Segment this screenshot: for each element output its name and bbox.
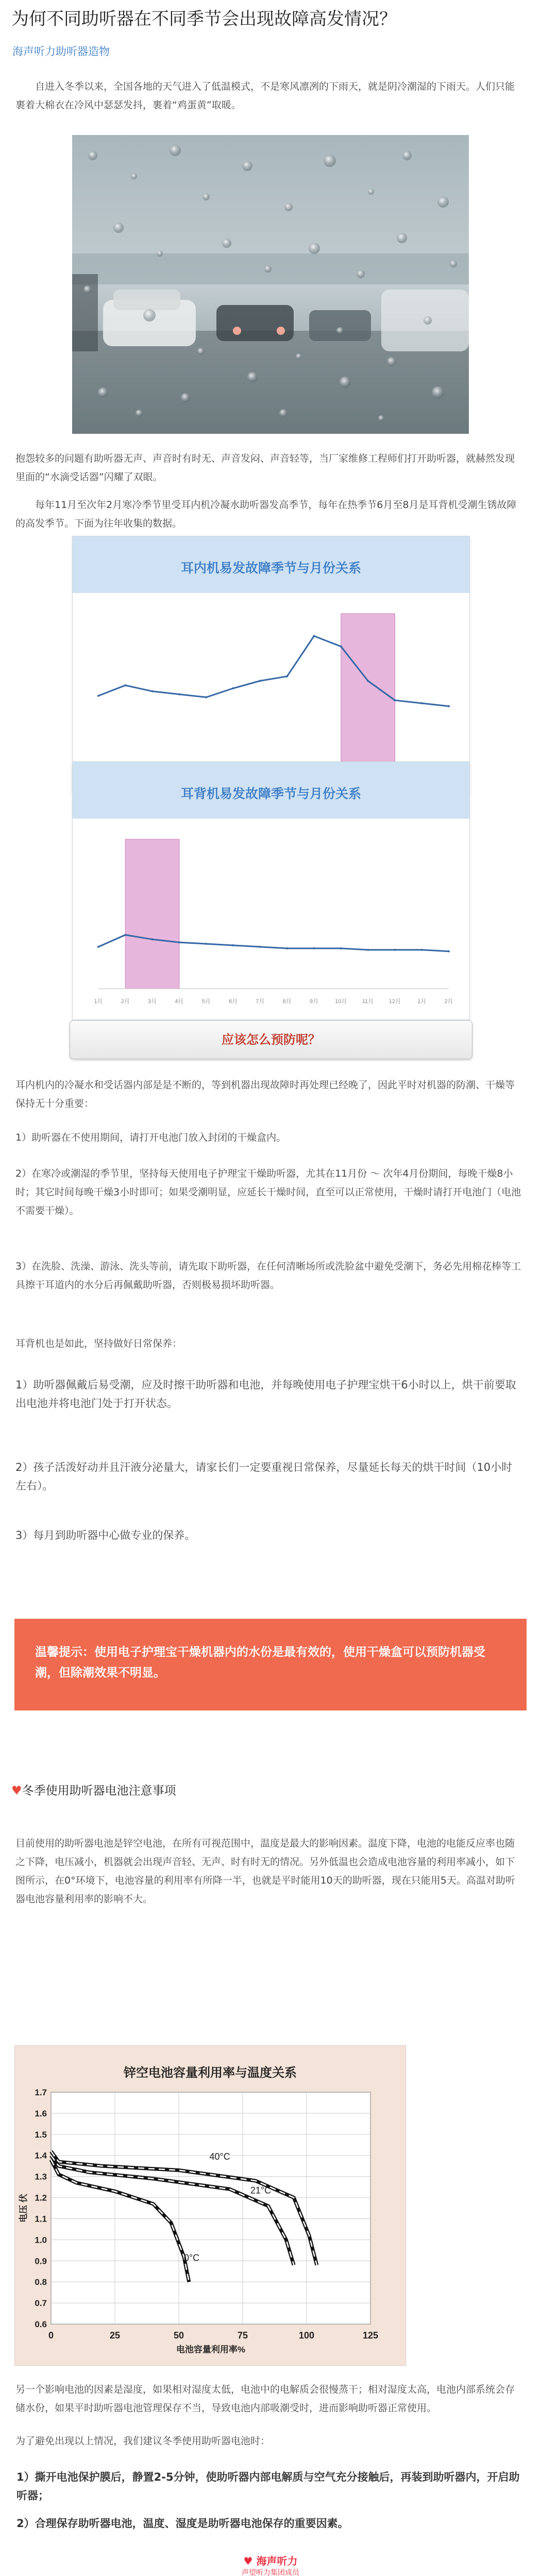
list-item-1: 1）助听器在不使用期间，请打开电池门放入封闭的干燥盒内。: [15, 1132, 286, 1143]
in-ear-chart-point: [313, 635, 315, 637]
in-ear-chart-point: [340, 646, 342, 648]
behind-ear-chart-point: [259, 946, 261, 948]
in-ear-chart-point: [232, 687, 234, 689]
paragraph-prevention: 耳内机内的冷凝水和受话器内部是是不断的，等到机器出现故障时再处理已经晚了，因此平时对机器的防潮、干燥等保持无十分重要：: [15, 1079, 515, 1109]
chart-behind-ear-faults: [72, 761, 470, 1020]
battery-chart-title: 锌空电池容量利用率与温度关系: [124, 2066, 297, 2080]
chart-battery-capacity: [14, 2045, 406, 2366]
behind-ear-chart-tick-label: 4月: [175, 998, 184, 1005]
behind-ear-chart-point: [367, 949, 369, 951]
list-item-4: 1）助听器佩戴后易受潮，应及时擦干助听器和电池，并每晚使用电子护理宝烘干6小时以上，烘干前要取出电池并将电池门处于打开状态。: [15, 1379, 516, 1410]
paragraph-intro: 自进入冬季以来，全国各地的天气进入了低温模式，不是寒风凛冽的下雨天，就是阴冷潮湿的下雨天。人们只能裹着大棉衣在冷风中瑟瑟发抖，裹着“鸡蛋黄”取暖。: [15, 81, 515, 111]
behind-ear-chart-tick-label: 5月: [201, 998, 211, 1005]
battery-y-tick: 1.3: [35, 2172, 47, 2182]
paragraph-data-intro: 每年11月至次年2月寒冷季节里受耳内机冷凝水助听器发高季节，每年在热季节6月至8月是耳背机受潮生锈故障的高发季节。下面为往年收集的数据。: [15, 499, 517, 529]
battery-y-tick: 1.6: [35, 2108, 47, 2119]
battery-y-tick: 1.4: [35, 2150, 47, 2161]
behind-ear-chart-point: [286, 947, 288, 950]
in-ear-chart-point: [367, 680, 369, 682]
in-ear-chart-point: [178, 693, 180, 696]
paragraph-problem: 抱怨较多的问题有助听器无声、声音时有时无、声音发闷、声音轻等，当厂家维修工程师们打开助听器，就赫然发现里面的“水滴受话器”闪耀了双眼。: [15, 453, 515, 483]
list-item-5: 2）孩子活泼好动并且汗液分泌量大，请家长们一定要重视日常保养，尽量延长每天的烘干时间（10小时左右）。: [15, 1461, 513, 1492]
list-item-2: 2）在寒冷或潮湿的季节里，坚持每天使用电子护理宝干燥助听器，尤其在11月份 ～ 次年4月份期间，每晚干燥8小时；其它时间每晚干燥3小时即可；如果受潮明显，应延长干燥时间，直至可以正常使用，干燥时请打开电池门（电池不需要干燥）。: [15, 1168, 521, 1216]
paragraph-behind-ear: 耳背机也是如此，坚持做好日常保养：: [15, 1338, 182, 1349]
battery-y-tick: 0.6: [35, 2319, 47, 2329]
in-ear-chart-point: [286, 675, 288, 677]
battery-y-tick: 1.1: [35, 2214, 47, 2224]
in-ear-chart-point: [394, 699, 396, 701]
battery-series-label: 0°C: [183, 2252, 200, 2263]
behind-ear-chart-highlight-band: [125, 839, 179, 989]
behind-ear-chart-tick-label: 3月: [148, 998, 157, 1005]
battery-y-tick: 0.8: [35, 2277, 47, 2287]
battery-y-tick: 1.0: [35, 2235, 47, 2245]
battery-x-tick: 0: [48, 2330, 54, 2341]
list-item-3: 3）在洗脸、洗澡、游泳、洗头等前，请先取下助听器，在任何清晰场所或洗脸盆中避免受潮下，务必先用棉花棒等工具擦干耳道内的水分后再佩戴助听器，否则极易损坏助听器。: [15, 1261, 521, 1291]
in-ear-chart-series-line: [98, 636, 449, 706]
battery-series-label: 40°C: [209, 2151, 230, 2162]
battery-y-tick: 1.7: [35, 2088, 47, 2097]
heart-icon: ♥: [243, 2555, 257, 2567]
battery-x-tick: 75: [237, 2330, 248, 2341]
behind-ear-chart-tick-label: 11月: [362, 998, 374, 1005]
rainy-windshield-photo: [72, 135, 469, 434]
behind-ear-chart-tick-label: 2月: [444, 998, 453, 1005]
paragraph-battery: 目前使用的助听器电池是锌空电池，在所有可视范围中，温度是最大的影响因素。温度下降，电池的电能反应率也随之下降，电压减小，机器就会出现声音轻、无声、时有时无的情况。另外低温也会造成电池容量的利用率减小，如下图所示，在0°环境下，电池容量的利用率有所降一半，也就是平时能用10天的助听器，现在只能用5天。高温对助听器电池容量利用率的影响不大。: [15, 1838, 515, 1905]
behind-ear-chart-tick-label: 7月: [256, 998, 265, 1005]
in-ear-chart-point: [205, 696, 207, 698]
footer-brand: ♥ 海声听力: [243, 2555, 298, 2567]
behind-ear-chart-point: [394, 949, 396, 951]
in-ear-chart-point: [259, 680, 261, 682]
in-ear-chart-highlight-band: [341, 614, 395, 763]
step-2: 2）合理保存助听器电池，温度、湿度是助听器电池保存的重要因素。: [16, 2517, 349, 2530]
behind-ear-chart-point: [124, 934, 126, 936]
in-ear-chart-point: [151, 690, 154, 692]
battery-x-label: 电池容量利用率%: [176, 2345, 246, 2354]
article-title: 为何不同助听器在不同季节会出现故障高发情况？: [11, 9, 397, 29]
battery-x-tick: 50: [173, 2330, 184, 2341]
battery-x-tick: 25: [109, 2330, 121, 2341]
step-1: 1）撕开电池保护膜后，静置2-5分钟，使助听器内部电解质与空气充分接触后，再装到助听器内，开启助听器；: [16, 2471, 520, 2502]
behind-ear-chart-point: [205, 943, 207, 945]
in-ear-chart-point: [124, 684, 126, 686]
list-item-6: 3）每月到助听器中心做专业的保养。: [15, 1529, 196, 1541]
battery-y-tick: 0.9: [35, 2256, 47, 2266]
battery-series-label: 21°C: [250, 2185, 272, 2196]
battery-y-label: 电压 伏: [19, 2194, 28, 2223]
behind-ear-chart-tick-label: 9月: [309, 998, 319, 1005]
behind-ear-chart-tick-label: 2月: [121, 998, 130, 1005]
behind-ear-chart-point: [97, 946, 99, 948]
in-ear-chart-point: [421, 702, 423, 704]
behind-ear-chart-point: [448, 951, 450, 953]
article-author[interactable]: 海声听力助听器造物: [12, 45, 110, 58]
battery-y-tick: 1.5: [35, 2129, 47, 2140]
behind-ear-chart-tick-label: 12月: [388, 998, 401, 1005]
behind-ear-chart-point: [313, 947, 315, 950]
in-ear-chart-point: [448, 705, 450, 707]
chart-in-ear-faults: [72, 536, 470, 794]
battery-y-tick: 0.7: [35, 2298, 47, 2309]
battery-y-tick: 1.2: [35, 2193, 47, 2203]
battery-x-tick: 125: [362, 2330, 379, 2341]
behind-ear-chart-point: [421, 949, 423, 951]
behind-ear-chart-tick-label: 6月: [228, 998, 238, 1005]
warm-tip-banner: 温馨提示：使用电子护理宝干燥机器内的水份是最有效的，使用干燥盒可以预防机器受潮，但除潮效果不明显。: [14, 1619, 527, 1710]
paragraph-advice: 为了避免出现以上情况，我们建议冬季使用助听器电池时：: [15, 2435, 270, 2447]
behind-ear-chart-title: 耳背机易发故障季节与月份关系: [180, 787, 362, 801]
paragraph-humidity: 另一个影响电池的因素是湿度，如果相对湿度太低，电池中的电解质会很慢蒸干；相对湿度太高，电池内部系统会存储水份，如果平时助听器电池管理保存不当，导致电池内部吸潮受时，进而影响助听器正常使用。: [15, 2384, 515, 2414]
behind-ear-chart-point: [178, 941, 180, 943]
behind-ear-chart-point: [151, 938, 154, 940]
behind-ear-chart-tick-label: 1月: [94, 998, 103, 1005]
footer-brand-sub: 声望听力集团成员: [242, 2569, 299, 2576]
behind-ear-chart-point: [232, 944, 234, 946]
heart-icon: ♥: [11, 1784, 22, 1798]
in-ear-chart-point: [97, 695, 99, 697]
behind-ear-chart-tick-label: 10月: [335, 998, 347, 1005]
prevention-button[interactable]: 应该怎么预防呢？: [70, 1020, 472, 1059]
footer: [0, 2553, 541, 2576]
battery-x-tick: 100: [298, 2330, 315, 2341]
in-ear-chart-title: 耳内机易发故障季节与月份关系: [180, 561, 362, 575]
section-title: ♥冬季使用助听器电池注意事项: [11, 1784, 176, 1798]
behind-ear-chart-point: [340, 947, 342, 950]
behind-ear-chart-tick-label: 8月: [282, 998, 292, 1005]
battery-plot-area: [51, 2092, 370, 2324]
behind-ear-chart-tick-label: 1月: [417, 998, 427, 1005]
